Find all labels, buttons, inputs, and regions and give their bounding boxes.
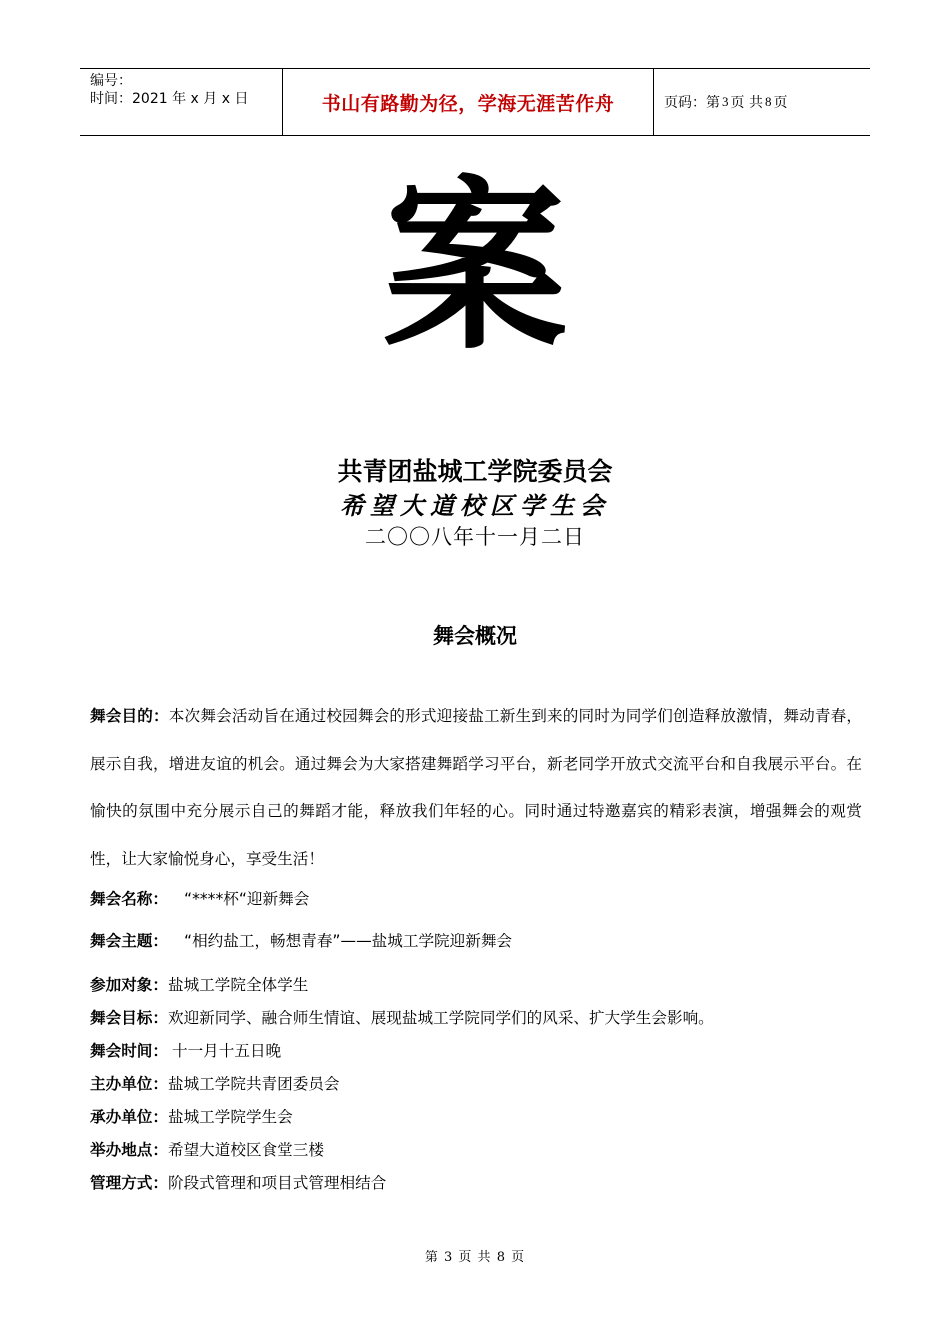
page-header <box>80 68 870 136</box>
field-row <box>90 1040 862 1062</box>
field-row <box>90 1073 862 1095</box>
field-value: “相约盐工，畅想青春”——盐城工学院迎新舞会 <box>183 932 513 950</box>
header-motto: 书山有路勤为径，学海无涯苦作舟 <box>282 69 654 135</box>
field-label: 舞会时间： <box>90 1042 168 1060</box>
field-value: 盐城工学院全体学生 <box>167 976 309 994</box>
field-value: 阶段式管理和项目式管理相结合 <box>167 1174 387 1192</box>
field-row <box>90 1139 862 1161</box>
field-value: “****杯“迎新舞会 <box>183 890 310 908</box>
organization-line-1: 共青团盐城工学院委员会 <box>337 457 613 486</box>
field-label: 舞会名称： <box>90 890 168 908</box>
field-row <box>90 1106 862 1128</box>
field-value: 盐城工学院学生会 <box>167 1108 293 1126</box>
header-page-number <box>654 69 870 135</box>
purpose-label: 舞会目的： <box>90 707 169 725</box>
field-row <box>90 1007 862 1029</box>
page-current: 3 <box>722 94 729 109</box>
organization-line-2: 希望大道校区学生会 <box>340 491 610 520</box>
field-row <box>90 1172 862 1194</box>
field-value: 盐城工学院共青团委员会 <box>167 1075 340 1093</box>
page-total: 8 <box>764 94 772 109</box>
serial-label: 编号： <box>90 73 132 89</box>
field-label: 举办地点： <box>90 1141 168 1159</box>
field-label: 参加对象： <box>90 976 168 994</box>
cover-big-character: 案 <box>382 161 567 375</box>
page-mid: 页 共 <box>730 95 763 111</box>
field-label: 承办单位： <box>90 1108 168 1126</box>
page-suffix: 页 <box>773 95 788 111</box>
cover-date: 二〇〇八年十一月二日 <box>365 525 585 549</box>
field-label: 主办单位： <box>90 1075 168 1093</box>
section-title: 舞会概况 <box>433 624 517 648</box>
field-label: 管理方式： <box>90 1174 168 1192</box>
header-left-cell <box>80 69 282 135</box>
field-label: 舞会主题： <box>90 932 168 950</box>
field-label: 舞会目标： <box>90 1009 168 1027</box>
purpose-text: 本次舞会活动旨在通过校园舞会的形式迎接盐工新生到来的同时为同学们创造释放激情，舞动青春，展示自我，增进友谊的机会。通过舞会为大家搭建舞蹈学习平台，新老同学开放式交流平台和自我展示平台。在愉快的氛围中充分展示自己的舞蹈才能，释放我们年轻的心。同时通过特邀嘉宾的精彩表演，增强舞会的观赏性，让大家愉悦身心，享受生活！ <box>90 707 862 868</box>
field-row <box>90 888 862 910</box>
field-value: 欢迎新同学、融合师生情谊、展现盐城工学院同学们的风采、扩大学生会影响。 <box>167 1009 714 1027</box>
field-row <box>90 930 862 952</box>
field-row <box>90 974 862 996</box>
purpose-paragraph <box>90 693 862 883</box>
field-value: 希望大道校区食堂三楼 <box>167 1141 324 1159</box>
page-prefix: 页码：第 <box>664 95 720 111</box>
time-label: 时间：2021 年 x 月 x 日 <box>90 91 249 107</box>
page-footer: 第 3 页 共 8 页 <box>424 1250 526 1265</box>
field-value: 十一月十五日晚 <box>171 1042 282 1060</box>
